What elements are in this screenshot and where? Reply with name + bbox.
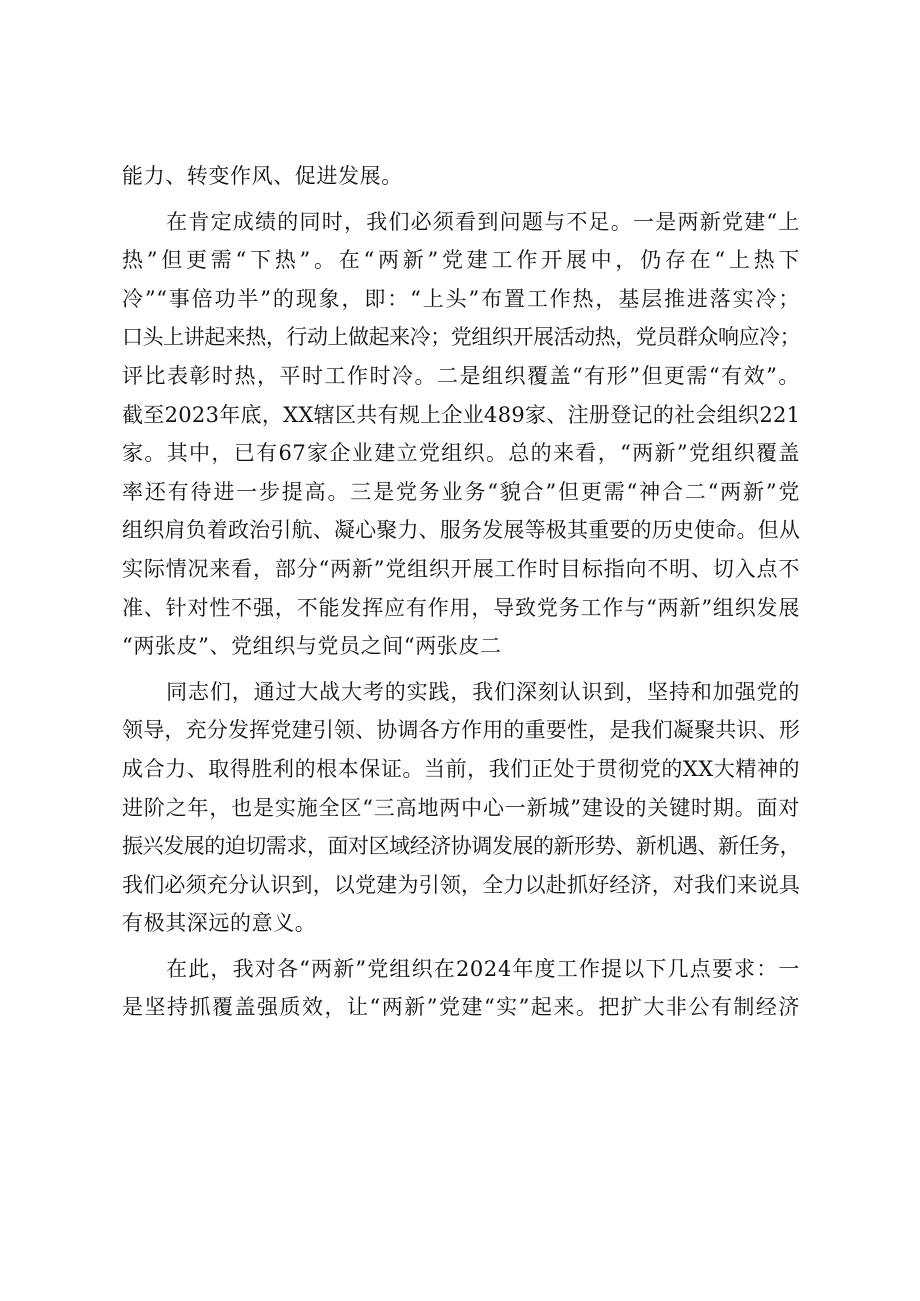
document-body [122, 157, 800, 1027]
paragraph-2 [122, 203, 800, 666]
paragraph-4 [122, 950, 800, 1027]
text-line: 率还有待进一步提高。三是党务业务“貌合”但更需“神合二“两新”党 [122, 479, 800, 504]
text-line: 口头上讲起来热，行动上做起来冷；党组织开展活动热，党员群众响应冷； [122, 325, 801, 350]
text-line: 我们必须充分认识到，以党建为引领，全力以赴抓好经济，对我们来说具 [122, 872, 800, 897]
text-line: 冷”“事倍功半”的现象，即：“上头”布置工作热，基层推进落实冷； [122, 286, 800, 311]
text-line: 评比表彰时热，平时工作时冷。二是组织覆盖“有形”但更需“有效”。 [122, 363, 800, 388]
text-line: 组织肩负着政治引航、凝心聚力、服务发展等极其重要的历史使命。但从 [122, 518, 800, 543]
text-line: 领导，充分发挥党建引领、协调各方作用的重要性，是我们凝聚共识、形 [122, 718, 800, 743]
text-line: 同志们，通过大战大考的实践，我们深刻认识到，坚持和加强党的 [166, 679, 800, 704]
text-line: 进阶之年，也是实施全区“三高地两中心一新城”建设的关键时期。面对 [122, 795, 800, 820]
paragraph-3 [122, 673, 800, 943]
paragraph-1 [122, 157, 800, 196]
text-line: 截至2023年底，XX辖区共有规上企业489家、注册登记的社会组织221 [122, 402, 801, 427]
text-line: 能力、转变作风、促进发展。 [122, 164, 403, 188]
text-line: 实际情况来看，部分“两新”党组织开展工作时目标指向不明、切入点不 [122, 556, 800, 581]
text-line: 成合力、取得胜利的根本保证。当前，我们正处于贯彻党的XX大精神的 [122, 756, 800, 781]
text-line: “两张皮”、党组织与党员之间“两张皮二 [122, 634, 502, 659]
text-line: 家。其中，已有67家企业建立党组织。总的来看，“两新”党组织覆盖 [122, 441, 800, 466]
text-line: 有极其深远的意义。 [122, 911, 317, 936]
text-line: 振兴发展的迫切需求，面对区域经济协调发展的新形势、新机遇、新任务， [122, 834, 801, 859]
text-line: 热”但更需“下热”。在“两新”党建工作开展中，仍存在“上热下 [122, 248, 800, 273]
text-line: 在肯定成绩的同时，我们必须看到问题与不足。一是两新党建“上 [166, 209, 800, 234]
text-line: 准、针对性不强，不能发挥应有作用，导致党务工作与“两新”组织发展 [122, 595, 800, 620]
text-line: 是坚持抓覆盖强质效，让“两新”党建“实”起来。把扩大非公有制经济 [122, 995, 800, 1020]
text-line: 在此，我对各“两新”党组织在2024年度工作提以下几点要求：一 [166, 956, 800, 981]
